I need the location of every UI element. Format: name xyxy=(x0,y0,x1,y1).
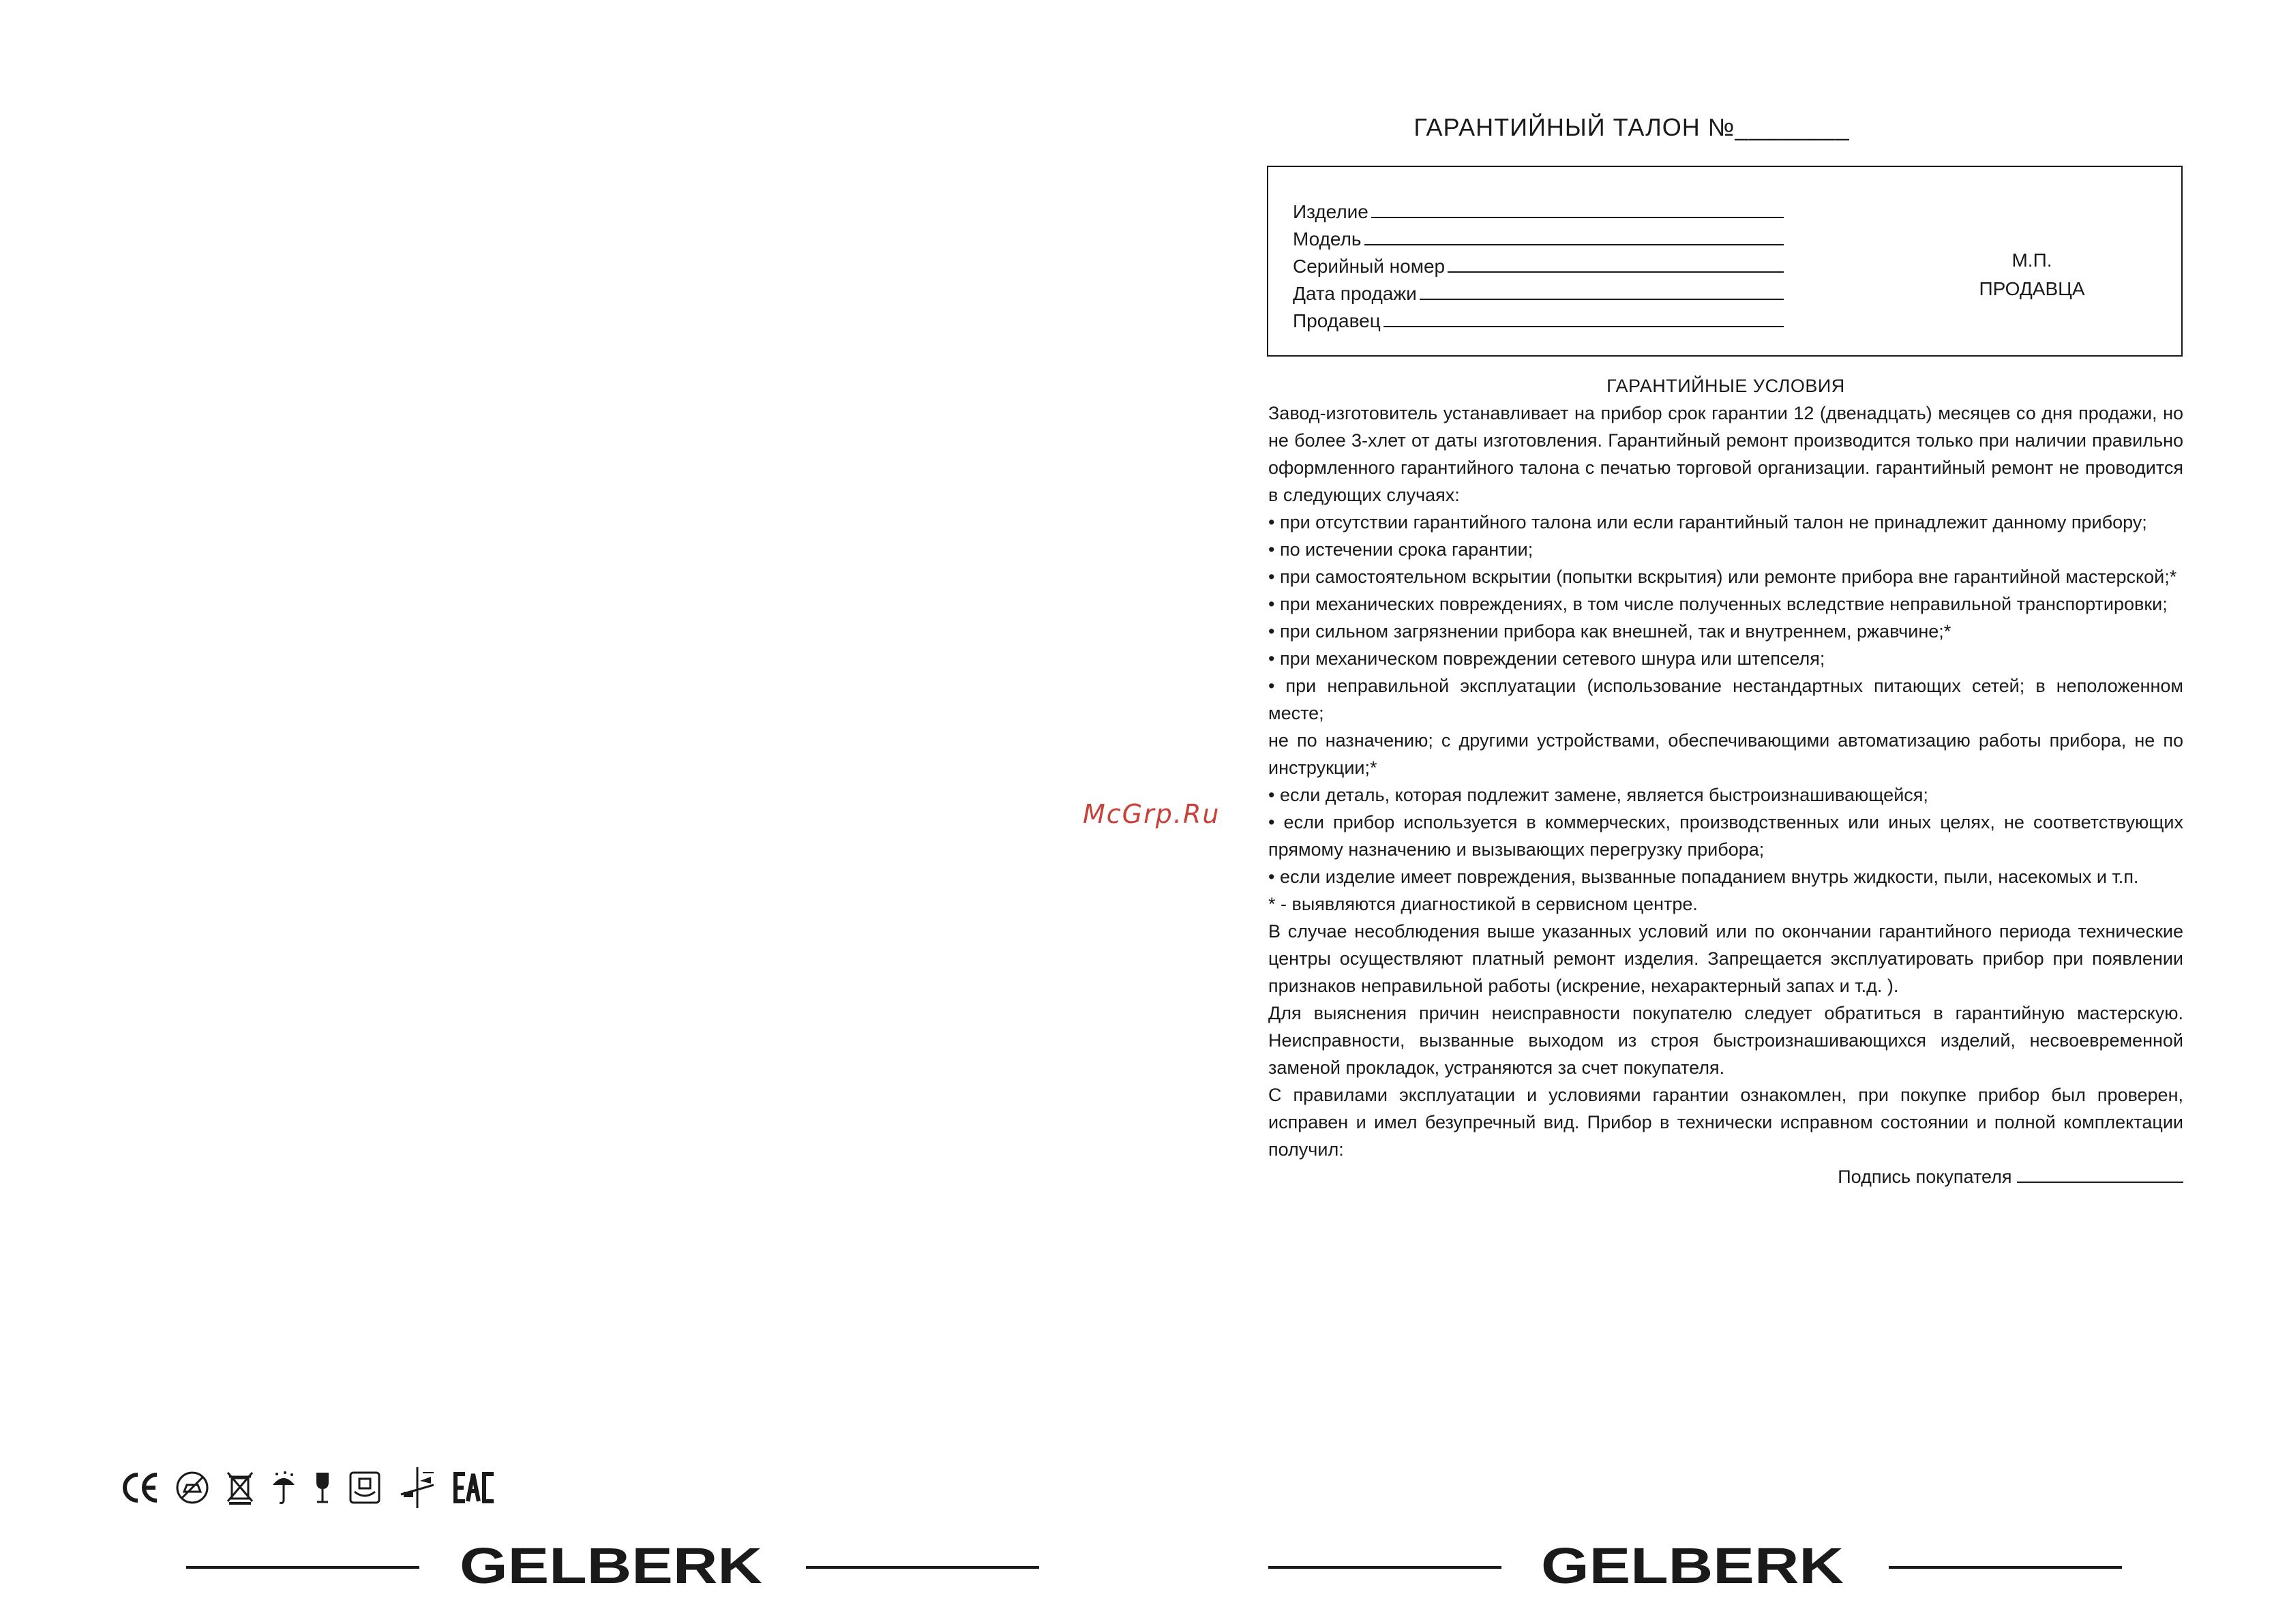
condition-paragraph: В случае несоблюдения выше указанных условий или по окончании гарантийного периода технические центры осуществляют платный ремонт изделия. Запрещается эксплуатировать прибор при появлении признаков неправильной работы (искрение, нехарактерный запах и т.д. ). xyxy=(1268,921,2183,996)
condition-paragraph: • при сильном загрязнении прибора как внешней, так и внутреннем, ржавчине;* xyxy=(1268,621,1951,642)
ce-mark-icon xyxy=(120,1471,160,1508)
watermark: McGrp.Ru xyxy=(1083,799,1221,829)
field-label: Серийный номер xyxy=(1293,256,1446,277)
field-label: Изделие xyxy=(1293,201,1368,222)
buyer-signature[interactable] xyxy=(1268,1163,2183,1190)
field-model[interactable] xyxy=(1293,226,1784,253)
condition-paragraph: С правилами эксплуатации и условиями гарантии ознакомлен, при покупке прибор был проверен, исправен и имел безупречный вид. Прибор в технически исправном состоянии и полной комплектации получил: xyxy=(1268,1085,2183,1160)
field-blank xyxy=(1420,282,1784,300)
field-seller[interactable] xyxy=(1293,307,1784,335)
field-label: Продавец xyxy=(1293,310,1381,331)
condition-paragraph: • при механическом повреждении сетевого шнура или штепселя; xyxy=(1268,648,1825,669)
handle-with-care-icon xyxy=(348,1470,382,1509)
warranty-conditions xyxy=(1268,372,2183,1190)
field-blank xyxy=(1364,228,1784,245)
condition-paragraph: • при неправильной эксплуатации (использование нестандартных питающих сетей; в неположенном месте; xyxy=(1268,676,2183,723)
field-serial-number[interactable] xyxy=(1293,253,1784,280)
condition-paragraph: • если изделие имеет повреждения, вызванные попаданием внутрь жидкости, пыли, насекомых и т.п. xyxy=(1268,867,2139,887)
footer-rule-right xyxy=(806,1566,1039,1569)
brand-logo xyxy=(460,1544,773,1591)
crossed-bin-icon xyxy=(225,1470,255,1509)
warranty-card xyxy=(1267,166,2183,357)
signature-blank xyxy=(2017,1165,2183,1183)
signature-label: Подпись покупателя xyxy=(1838,1167,2012,1187)
field-blank xyxy=(1383,310,1784,327)
field-list xyxy=(1293,198,1784,335)
field-blank xyxy=(1448,255,1784,273)
right-footer xyxy=(1144,1544,2289,1591)
conditions-title: ГАРАНТИЙНЫЕ УСЛОВИЯ xyxy=(1606,376,1845,396)
condition-paragraph: не по назначению; с другими устройствами, обеспечивающими автоматизацию работы прибора, не по инструкции;* xyxy=(1268,730,2183,778)
condition-paragraph: Завод-изготовитель устанавливает на прибор срок гарантии 12 (двенадцать) месяцев со дня продажи, но не более 3-хлет от даты изготовления. Гарантийный ремонт производится только при наличии правильно оформленного гарантийного талона с печатью торговой организации. гарантийный ремонт не проводится в следующих случаях: xyxy=(1268,403,2183,505)
svg-text:GELBERK: GELBERK xyxy=(1541,1544,1844,1591)
fragile-icon xyxy=(312,1470,333,1509)
warranty-card-title: ГАРАНТИЙНЫЙ ТАЛОН №________ xyxy=(1413,113,1850,141)
svg-text:GELBERK: GELBERK xyxy=(460,1544,762,1591)
condition-paragraph: • при механических повреждениях, в том числе полученных вследствие неправильной транспортировки; xyxy=(1268,594,2168,614)
field-sale-date[interactable] xyxy=(1293,280,1784,307)
condition-paragraph: Для выяснения причин неисправности покупателю следует обратиться в гарантийную мастерскую. Неисправности, вызванные выходом из строя быстроизнашивающихся изделий, несвоевременной заменой прокладок, устраняются за счет покупателя. xyxy=(1268,1003,2183,1078)
condition-paragraph: • если прибор используется в коммерческих, производственных или иных целях, не соответствующих прямому назначению и вызывающих перегрузку прибора; xyxy=(1268,812,2183,860)
certification-marks xyxy=(120,1467,496,1511)
left-footer xyxy=(0,1544,1144,1591)
seller-stamp-area xyxy=(1950,246,2114,303)
no-disposal-icon xyxy=(175,1470,210,1509)
brand-logo xyxy=(1541,1544,1855,1591)
condition-paragraph: • по истечении срока гарантии; xyxy=(1268,539,1534,560)
condition-paragraph: • если деталь, которая подлежит замене, является быстроизнашивающейся; xyxy=(1268,785,1928,805)
footer-rule-left xyxy=(186,1566,419,1569)
footer-rule-left xyxy=(1268,1566,1501,1569)
eac-mark-icon xyxy=(453,1471,496,1508)
condition-paragraph: • при самостоятельном вскрытии (попытки вскрытия) или ремонте прибора вне гарантийной мастерской;* xyxy=(1268,567,2177,587)
stamp-line-2: ПРОДАВЦА xyxy=(1979,278,2085,299)
condition-paragraph: • при отсутствии гарантийного талона или если гарантийный талон не принадлежит данному прибору; xyxy=(1268,512,2147,532)
field-blank xyxy=(1371,200,1784,218)
footer-rule-right xyxy=(1889,1566,2122,1569)
field-label: Дата продажи xyxy=(1293,283,1417,304)
field-product[interactable] xyxy=(1293,198,1784,226)
field-label: Модель xyxy=(1293,228,1362,250)
stamp-line-1: М.П. xyxy=(2011,250,2052,271)
condition-paragraph: * - выявляются диагностикой в сервисном центре. xyxy=(1268,894,1698,914)
stacking-limit-icon xyxy=(397,1464,438,1514)
keep-dry-icon xyxy=(270,1470,297,1509)
